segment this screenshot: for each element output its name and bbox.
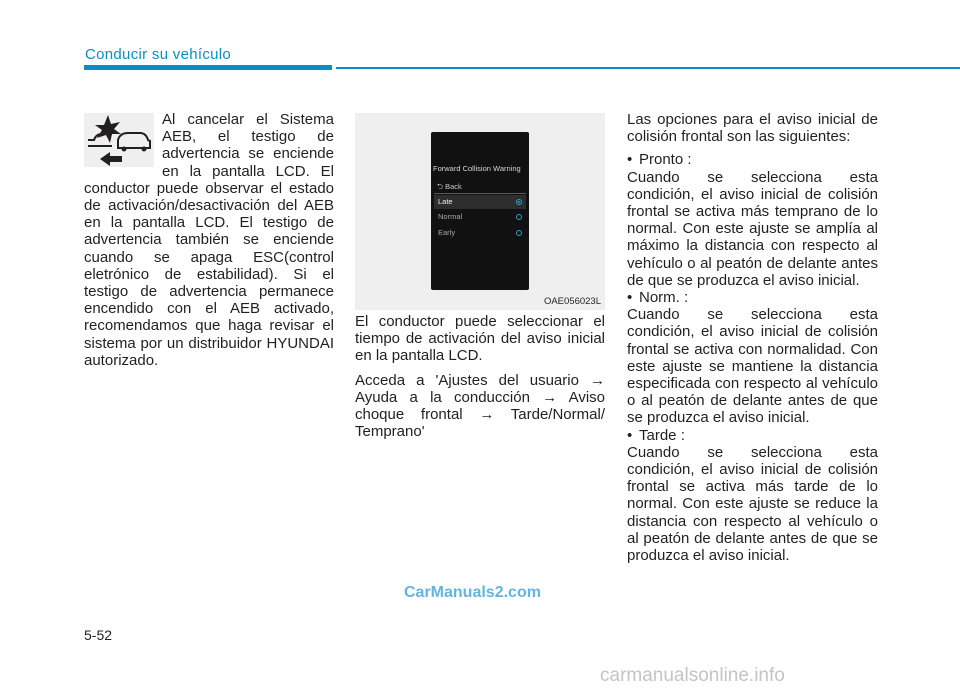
header-rule-thick <box>84 65 332 70</box>
column-right <box>627 111 878 564</box>
options-intro: Las opciones para el aviso inicial de colisión frontal son las siguientes: <box>627 111 878 146</box>
option-late[interactable] <box>434 195 526 209</box>
option-item-label: • Pronto : <box>627 151 878 168</box>
footer-site-watermark: carmanualsonline.info <box>600 665 785 686</box>
back-label: Back <box>445 182 462 191</box>
back-arrow-icon: ⮌ <box>437 182 444 191</box>
option-item-body: Cuando se selecciona esta condición, el aviso inicial de colisión frontal se activa más tarde de lo normal. Con este ajuste se reduce la distancia con respecto al vehículo o al peatón de delante antes de que se produzca el aviso inicial. <box>627 443 878 565</box>
aeb-off-warning-icon <box>84 113 154 167</box>
option-label: Normal <box>438 212 463 221</box>
option-early[interactable] <box>434 226 526 240</box>
header-rule-thin <box>336 67 960 69</box>
screen-title: Forward Collision Warning <box>433 164 521 173</box>
settings-path-paragraph: Acceda a 'Ajustes del usuario → Ayuda a la conducción → Aviso choque frontal → Tarde/Normal/ Temprano' <box>355 371 605 441</box>
option-item-label: • Tarde : <box>627 427 878 444</box>
option-normal[interactable] <box>434 210 526 224</box>
column-middle <box>355 313 605 447</box>
aeb-warning-paragraph: Al cancelar el Sistema AEB, el testigo de advertencia se enciende en la pantalla LCD. El conductor puede observar el estado de activación/desactivación del AEB en la pantalla LCD. El testigo de advertencia también se enciende cuando se apaga ESC(control eletrónico de estabilidad). Si el testigo de advertencia permanece encendido con el AEB activado, recomendamos que haga revisar el sistema por un distribuidor HYUNDAI autorizado. <box>84 111 334 369</box>
radio-selected-icon <box>516 199 522 205</box>
option-item-body: Cuando se selecciona esta condición, el aviso inicial de colisión frontal se activa más temprano de lo normal. Con este ajuste se amplía al máximo la distancia con respecto al vehículo o al peatón de delante antes de que se produzca el aviso inicial. <box>627 168 878 289</box>
lcd-screen <box>431 132 529 290</box>
section-title: Conducir su vehículo <box>85 46 232 63</box>
column-left <box>84 111 334 369</box>
option-label: Late <box>438 197 453 206</box>
figure-code: OAE056023L <box>543 296 601 307</box>
option-item-label: • Norm. : <box>627 289 878 306</box>
radio-icon <box>516 214 522 220</box>
lcd-figure <box>355 113 605 310</box>
option-item-body: Cuando se selecciona esta condición, el aviso inicial de colisión frontal se activa con normalidad. Con este ajuste se mantiene la distancia especificada con respecto al vehículo o al peatón de delante antes de que se produzca el aviso inicial. <box>627 306 878 427</box>
watermark-logo: CarManuals2.com <box>404 584 541 601</box>
screen-divider <box>434 193 526 194</box>
radio-icon <box>516 230 522 236</box>
lcd-select-paragraph: El conductor puede seleccionar el tiempo de activación del aviso inicial en la pantalla LCD. <box>355 313 605 365</box>
option-label: Early <box>438 228 456 237</box>
page-number: 5-52 <box>84 627 113 643</box>
